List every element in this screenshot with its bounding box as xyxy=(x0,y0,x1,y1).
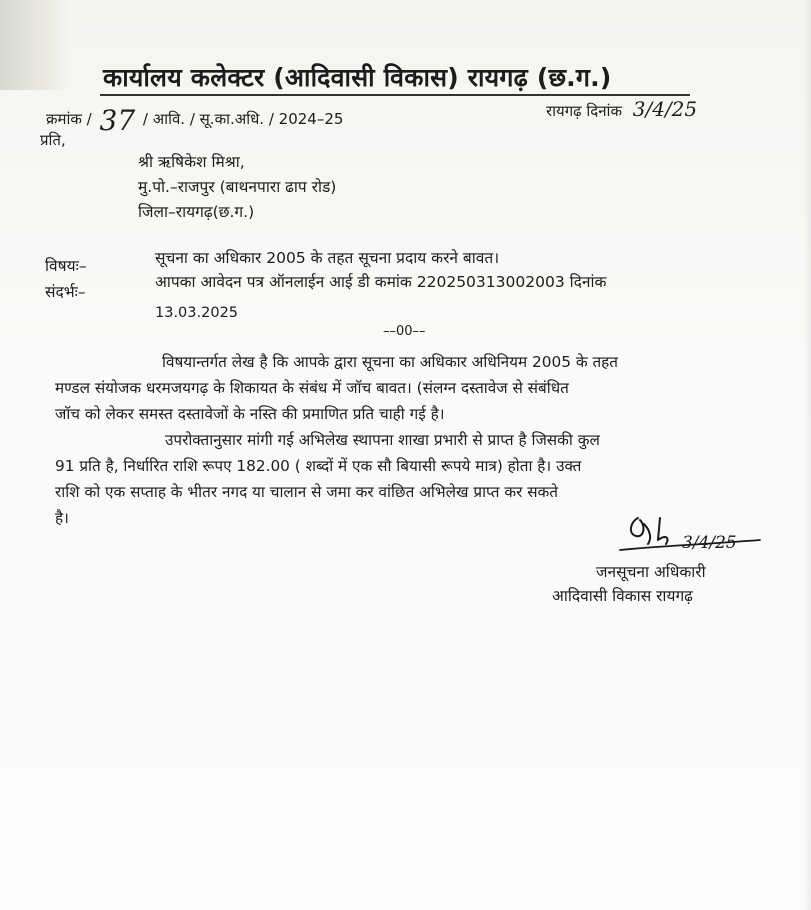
reference-date: 13.03.2025 xyxy=(155,305,239,321)
title-underline xyxy=(100,94,690,96)
ref-prefix: क्रमांक / xyxy=(46,110,92,128)
place-date-label: रायगढ़ दिनांक xyxy=(546,102,622,120)
separator: ––00–– xyxy=(383,324,426,339)
body-line: उपरोक्तानुसार मांगी गई अभिलेख स्थापना शाखा प्रभारी से प्राप्त है जिसकी कुल xyxy=(165,431,600,449)
recipient-district: जिला–रायगढ़(छ.ग.) xyxy=(138,203,255,221)
body-line: मण्डल संयोजक धरमजयगढ़ के शिकायत के संबंध में जॉच बावत। (संलग्न दस्तावेज से संबंधित xyxy=(55,379,569,397)
salutation-prati: प्रति, xyxy=(40,131,66,149)
letterhead-title: कार्यालय कलेक्टर (आदिवासी विकास) रायगढ़ (छ.ग.) xyxy=(103,63,612,92)
body-line: विषयान्तर्गत लेख है कि आपके द्वारा सूचना का अधिकार अधिनियम 2005 के तहत xyxy=(162,353,619,371)
signatory-office: आदिवासी विकास रायगढ़ xyxy=(552,587,693,605)
ref-suffix: / आवि. / सू.का.अधि. / 2024–25 xyxy=(142,110,344,128)
ref-number: 37 xyxy=(99,104,136,137)
reference-label: संदर्भः– xyxy=(45,283,86,301)
body-line: 91 प्रति है, निर्धारित राशि रूपए 182.00 ( शब्दों में एक सौ बियासी रूपये मात्र) होता है। उक्त xyxy=(55,457,582,475)
paper-fold-shadow xyxy=(0,0,70,90)
recipient-address: मु.पो.–राजपुर (बाथनपारा ढाप रोड) xyxy=(138,178,337,196)
reference-number-line xyxy=(46,104,343,137)
subject-label: विषयः– xyxy=(45,257,87,275)
recipient-name: श्री ऋषिकेश मिश्रा, xyxy=(138,153,245,171)
body-line: है। xyxy=(55,509,69,527)
subject-text: सूचना का अधिकार 2005 के तहत सूचना प्रदाय करने बावत। xyxy=(155,249,500,267)
body-line: राशि को एक सप्ताह के भीतर नगद या चालान से जमा कर वांछित अभिलेख प्राप्त कर सकते xyxy=(55,483,559,501)
reference-text: आपका आवेदन पत्र ऑनलाईन आई डी कमांक 220250313002003 दिनांक xyxy=(155,273,607,291)
place-date xyxy=(546,97,697,121)
body-line: जॉच को लेकर समस्त दस्तावेजों के नस्ति की प्रमाणित प्रति चाही गई है। xyxy=(55,405,445,423)
paper-edge-shadow xyxy=(803,0,811,910)
date-handwritten: 3/4/25 xyxy=(632,97,698,121)
signatory-title: जनसूचना अधिकारी xyxy=(596,563,706,581)
signature-date: 3/4/25 xyxy=(682,533,737,553)
